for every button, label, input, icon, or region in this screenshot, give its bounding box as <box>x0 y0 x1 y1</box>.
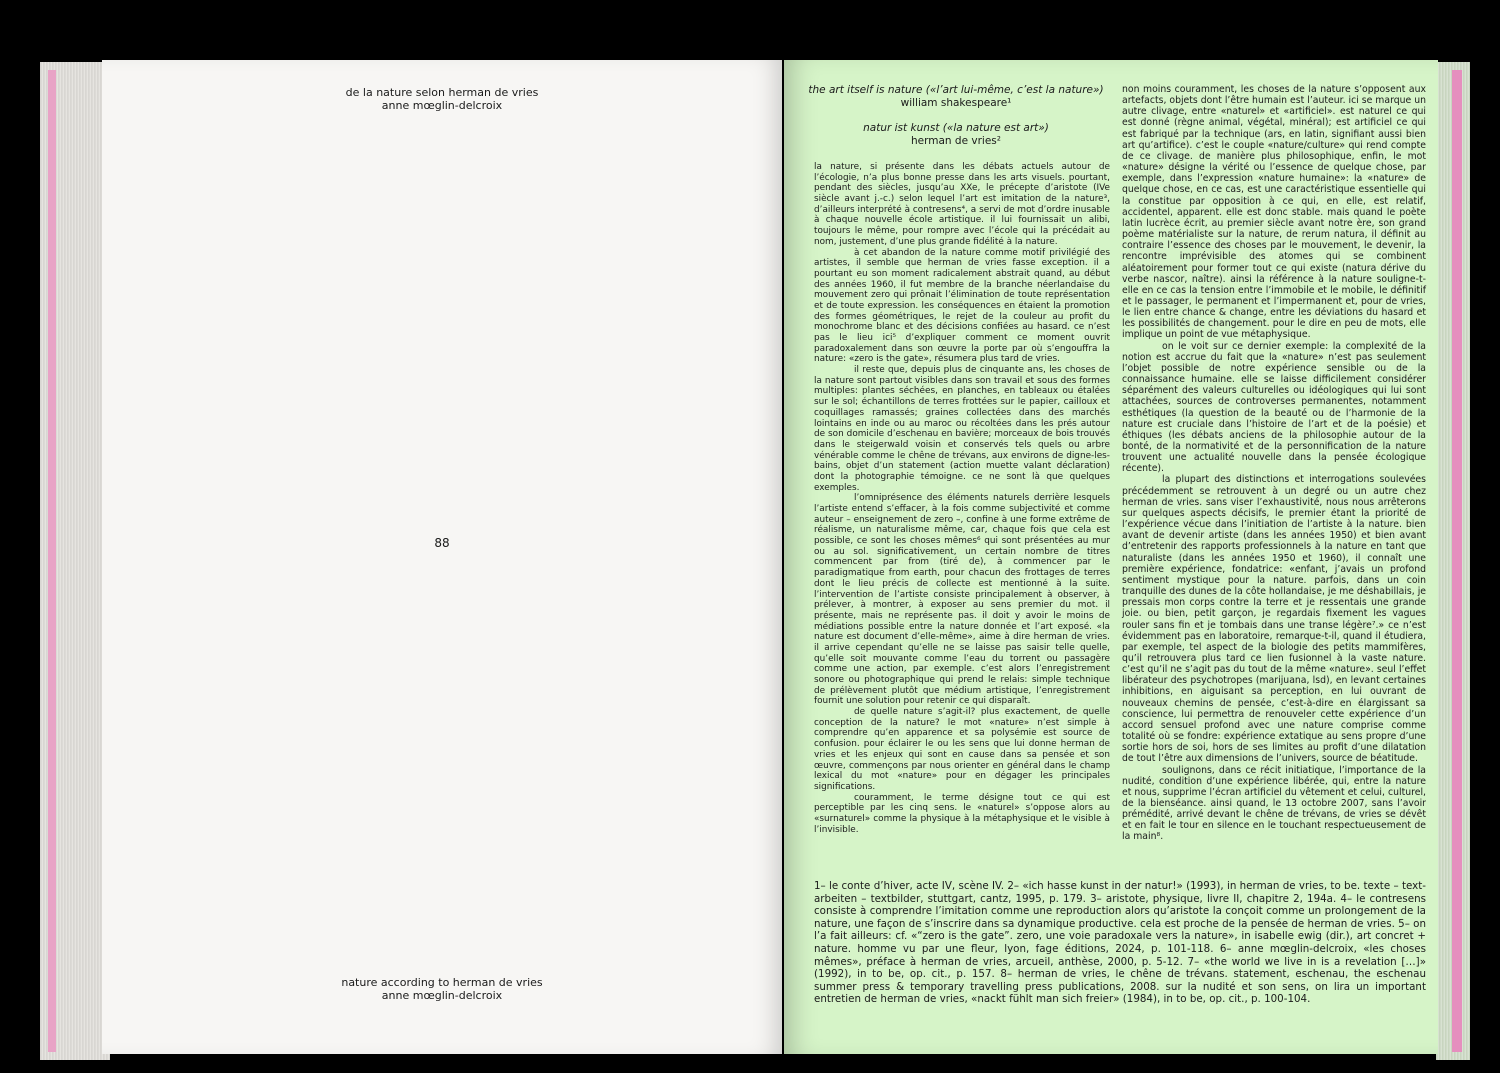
cover-edge-left <box>48 70 56 1052</box>
right-page <box>784 60 1438 1054</box>
header-author: anne mœglin-delcroix <box>381 99 503 112</box>
paragraph: couramment, le terme désigne tout ce qui est perceptible par les cinq sens. le «naturel» s’oppose alors au «surnaturel» comme la physique à la métaphysique et le visible à l’invisible. <box>814 792 1110 835</box>
page-number: 88 <box>434 536 450 550</box>
left-header <box>102 86 782 112</box>
text-column-left <box>814 162 1110 835</box>
paragraph: il reste que, depuis plus de cinquante ans, les choses de la nature sont partout visibles dans son travail et sous des formes multiples: plantes séchées, en planches, en tableaux ou étalées sur le sol; échantillons de terres frottées sur le papier, cailloux et coquillages ramassés; graines collectées dans des marchés lointains en inde ou au maroc ou récoltées dans les prés autour de son domicile d’eschenau en bavière; morceaux de bois trouvés dans le steigerwald voisin et conservés tels quels ou arbre vénérable comme le chêne de trévans, aux environs de digne-les-bains, objet d’un statement (action muette valant déclaration) dont la photographie témoigne. ce ne sont là que quelques exemples. <box>814 365 1110 493</box>
epigraph-shakespeare <box>806 84 1106 109</box>
paragraph: l’omniprésence des éléments naturels derrière lesquels l’artiste entend s’effacer, à la fois comme subjectivité et comme auteur – enseignement de zero –, confine à une forme extrême de réalisme, un naturalisme même, car, chaque fois que cela est possible, ce sont les choses mêmes⁶ qui sont présentées au mur ou au sol. significativement, un certain nombre de titres commencent par from (tiré de), à commencer par le paradigmatique from earth, pour chacun des frottages de terres dont le lieu précis de collecte est mentionné à la suite. l’intervention de l’artiste consiste principalement à observer, à prélever, à montrer, à exposer au sens premier du mot. il présente, mais ne représente pas. il doit y avoir le moins de médiations possible entre la nature donnée et l’art exposé. «la nature est document d’elle-même», aime à dire herman de vries. il arrive cependant qu’elle ne se laisse pas saisir telle quelle, qu’elle soit mouvante comme l’eau du torrent ou passagère comme une action, par exemple. c’est alors l’enregistrement sonore ou photographique qui prend le relais: simple technique de prélèvement plutôt que médium artistique, l’enregistrement fournit une solution pour retenir ce qui disparaît. <box>814 493 1110 707</box>
text-column-right <box>1122 84 1426 843</box>
left-page <box>102 60 782 1054</box>
header-title: de la nature selon herman de vries <box>345 86 539 99</box>
paragraph: soulignons, dans ce récit initiatique, l’importance de la nudité, condition d’une expérience libérée, qui, entre la nature et nous, supprime l’écran artificiel du vêtement et celui, culturel, de la bienséance. ainsi quand, le 13 octobre 2007, sans l’avoir prémédité, arrivé devant le chêne de trévans, de vries se dévêt et en fait le tour en silence en le touchant respectueusement de la main⁸. <box>1122 764 1426 843</box>
open-book <box>40 54 1470 1054</box>
epigraph-quote: natur ist kunst («la nature est art») <box>863 122 1049 134</box>
paragraph: on le voit sur ce dernier exemple: la complexité de la notion est accrue du fait que la «nature» n’est pas seulement l’objet possible de notre expérience sensible ou de la connaissance humaine. elle se laisse difficilement considérer séparément des valeurs culturelles ou idéologiques qui lui sont attachées, sources de controverses permanentes, notamment esthétiques (la question de la beauté ou de l’harmonie de la nature est cruciale dans l’histoire de l’art et de la poésie) et éthiques (les débats anciens de la philosophie autour de la bonté, de la normativité et de la personnification de la nature trouvent une actualité nouvelle dans la pensée écologique récente). <box>1122 340 1426 475</box>
footer-author: anne mœglin-delcroix <box>381 989 503 1002</box>
paragraph: la plupart des distinctions et interrogations soulevées précédemment se retrouvent à un degré ou un autre chez herman de vries. sans viser l’exhaustivité, nous nous arrêterons sur quelques aspects décisifs, le premier étant la priorité de l’expérience vécue dans l’initiation de l’artiste à la nature. bien avant de devenir artiste (dans les années 1950) et bien avant d’entretenir des rapports professionnels à la nature en tant que naturaliste (dans les années 1950 et 1960), il connaît une première expérience, fondatrice: «enfant, j’avais un profond sentiment mystique pour la nature. parfois, dans un coin tranquille des dunes de la côte hollandaise, je me déshabillais, je pressais mon corps contre la terre et je ressentais une grande joie. ou bien, petit garçon, je regardais fixement les vagues rouler sans fin et je tombais dans une transe légère⁷.» ce n’est évidemment pas en laboratoire, remarque-t-il, quand il étudiera, par exemple, tel aspect de la biologie des petits mammifères, qu’il retrouvera plus tard ce lien fusionnel à la vaste nature. c’est qu’il ne s’agit pas du tout de la même «nature». seul l’effet libérateur des psychotropes (marijuana, lsd), en levant certaines inhibitions, en aiguisant sa perception, en lui ouvrant de nouveaux chemins de pensée, c’est-à-dire en élargissant sa conscience, lui permettra de renouveler cette expérience d’un accord sensuel profond avec une nature comprise comme totalité où se fondre: expérience extatique au sens propre d’une sortie hors de soi, hors de ses limites au profit d’une dilatation de tout l’être aux dimensions de l’univers, source de béatitude. <box>1122 474 1426 765</box>
cover-edge-right <box>1452 70 1462 1052</box>
paragraph: la nature, si présente dans les débats actuels autour de l’écologie, n’a plus bonne presse dans les arts visuels. pourtant, pendant des siècles, jusqu’au XXe, le précepte d’aristote (IVe siècle avant j.-c.) selon lequel l’art est imitation de la nature³, d’ailleurs interprété à contresens⁴, a servi de mot d’ordre inusable à chaque nouvelle école artistique. il lui fournissait un alibi, toujours le même, pour rompre avec l’école qui la précédait au nom, justement, d’une plus grande fidélité à la nature. <box>814 162 1110 247</box>
footnotes: 1– le conte d’hiver, acte IV, scène IV. 2– «ich hasse kunst in der natur!» (1993), in herman de vries, to be. texte – text-arbeiten – textbilder, stuttgart, cantz, 1995, p. 179. 3– aristote, physique, livre II, chapitre 2, 194a. 4– le contresens consiste à comprendre l’imitation comme une reproduction alors qu’aristote la conçoit comme un prolongement de la nature, une façon de s’inscrire dans sa dynamique productive. cela est proche de la pensée de herman de vries. 5– on l’a fait ailleurs: cf. «“zero is the gate”. zero, une voie paradoxale vers la nature», in isabelle ewig (dir.), art concret + nature. homme vu par une fleur, lyon, fage éditions, 2024, p. 101-118. 6– anne mœglin-delcroix, «les choses mêmes», préface à herman de vries, arcueil, anthèse, 2000, p. 5-12. 7– «the world we live in is a revelation […]» (1992), in to be, op. cit., p. 157. 8– herman de vries, le chêne de trévans. statement, eschenau, the eschenau summer press & temporary travelling press publications, 2008. sur la nudité et son sens, on lira un important entretien de herman de vries, «nackt fühlt man sich freier» (1984), in to be, op. cit., p. 100-104. <box>814 880 1426 1006</box>
paragraph: de quelle nature s’agit-il? plus exactement, de quelle conception de la nature? le mot «nature» n’est simple à comprendre qu’en apparence et sa polysémie est source de confusion. pour éclairer le ou les sens que lui donne herman de vries et les enjeux qui sont en cause dans sa pensée et son œuvre, commençons par nous orienter en général dans le champ lexical du mot «nature» pour en dégager les principales significations. <box>814 707 1110 792</box>
paragraph: à cet abandon de la nature comme motif privilégié des artistes, il semble que herman de vries fasse exception. il a pourtant eu son moment radicalement abstrait quand, au début des années 1960, il fut membre de la branche néerlandaise du mouvement zero qui prônait l’élimination de toute représentation et de toute expression. les conséquences en étaient la promotion des formes géométriques, le rejet de la couleur au profit du monochrome blanc et des décisions confiées au hasard. ce n’est pas le lieu ici⁵ d’expliquer comment ce moment ouvrit paradoxalement dans son œuvre la porte par où s’engouffra la nature: «zero is the gate», résumera plus tard de vries. <box>814 247 1110 365</box>
epigraph-de-vries <box>806 122 1106 147</box>
left-footer <box>102 976 782 1002</box>
epigraph-author: william shakespeare¹ <box>900 96 1012 109</box>
epigraph-author: herman de vries² <box>911 134 1001 147</box>
footer-title: nature according to herman de vries <box>341 976 543 989</box>
paragraph: non moins couramment, les choses de la nature s’opposent aux artefacts, objets dont l’être humain est l’auteur. ici se marque un autre clivage, entre «naturel» et «artificiel». est naturel ce qui est donné (règne animal, végétal, minéral); est artificiel ce qui est fabriqué par la technique (ars, en latin, signifiant aussi bien art qu’artifice). c’est le couple «nature/culture» qui rend compte de ce clivage. de manière plus philosophique, enfin, le mot «nature» désigne la vérité ou l’essence de quelque chose, par exemple, dans l’expression «nature humaine»: la «nature» de quelque chose, en ce cas, est une caractéristique essentielle qui la constitue par opposition à ce qui, en elle, est relatif, accidentel, apparent. elle est donc stable. mais quand le poète latin lucrèce écrit, au premier siècle avant notre ère, son grand poème matérialiste sur la nature, de rerum natura, il définit au contraire l’essence des choses par le mouvement, le devenir, la rencontre imprévisible des atomes qui se combinent aléatoirement pour former tout ce qui existe (natura dérive du verbe nascor, naître). ainsi la référence à la nature souligne-t-elle en ce cas la tension entre l’immobile et le mobile, le définitif et le passager, le permanent et l’impermanent et, pour de vries, le lien entre chance & change, entre les déviations du hasard et les possibilités de changement. pour le dire en peu de mots, elle implique un point de vue métaphysique. <box>1122 84 1426 341</box>
epigraph-quote: the art itself is nature («l’art lui-même, c’est la nature») <box>808 84 1104 96</box>
